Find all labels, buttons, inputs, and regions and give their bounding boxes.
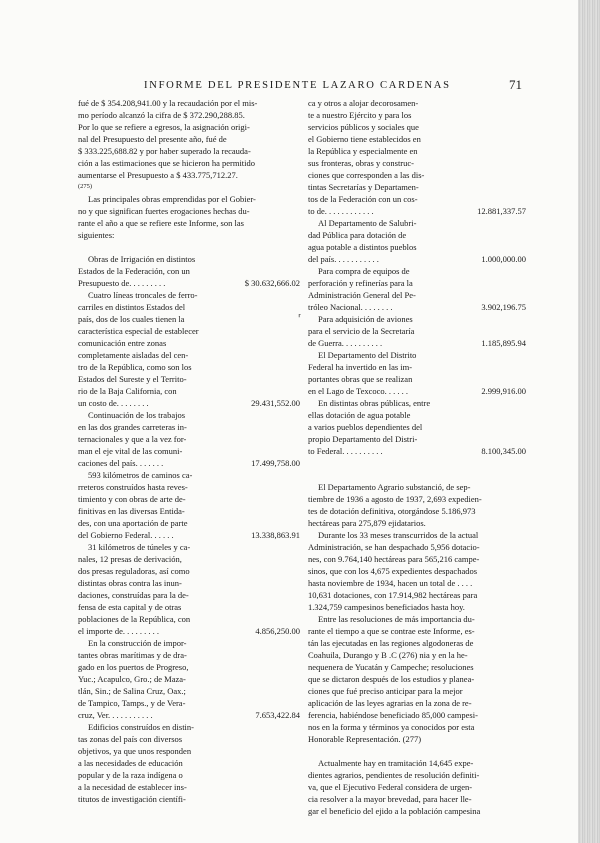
text-line: fué de $ 354.208,941.00 y la recaudación por el mis-: [78, 98, 258, 108]
text-line: aumentarse el Presupuesto a $ 433.775,712.27.: [78, 170, 238, 180]
amount-value: 8.100,345.00: [481, 446, 526, 456]
text-line: siguientes:: [78, 230, 115, 240]
text-line: [78, 241, 300, 253]
text-line: hectáreas para 275,879 ejidatarios.: [308, 518, 426, 528]
text-line: dos presas reguladoras, así como: [78, 566, 190, 576]
text-line: titutos de investigación científi-: [78, 794, 186, 804]
text-line: dientes agrarios, pendientes de resolución definiti-: [308, 770, 480, 780]
amount-value: 2.999,916.00: [481, 386, 526, 396]
text-line: 10,631 dotaciones, con 17.914,982 hectáreas para: [308, 590, 478, 600]
amount-value: 7.653,422.84: [255, 710, 300, 720]
text-line: Honorable Representación. (277): [308, 734, 422, 744]
text-line: popular y de la raza indígena o: [78, 770, 183, 780]
text-line: tán las ejecutadas en las regiones algodoneras de: [308, 638, 474, 648]
text-line: 31 kilómetros de túneles y ca-: [88, 542, 191, 552]
text-line: a las necesidades de educación: [78, 758, 183, 768]
text-line: va, que el Ejecutivo Federal considera de urgen-: [308, 782, 473, 792]
text-line: la República y especialmente en: [308, 146, 418, 156]
text-line: en las dos grandes carreteras in-: [78, 422, 187, 432]
text-line: a la necesidad de establecer ins-: [78, 782, 187, 792]
text-line: portantes obras que se realizan: [308, 374, 413, 384]
text-line: aplicación de las leyes agrarias en la zona de re-: [308, 698, 472, 708]
text-line: Cuatro líneas troncales de ferro-: [88, 290, 198, 300]
text-line: Entre las resoluciones de más importancia du-: [318, 614, 475, 624]
text-line: poblaciones de la República, con: [78, 614, 191, 624]
text-line: ca y otros a alojar decorosamen-: [308, 98, 419, 108]
text-line: cia resolver a la mayor brevedad, para hacer lle-: [308, 794, 472, 804]
text-line: ferencia, habiéndose beneficiado 85,000 campesi-: [308, 710, 478, 720]
text-line: propio Departamento del Distri-: [308, 434, 418, 444]
amount-value: 17.499,758.00: [251, 458, 300, 468]
amount-line: [78, 709, 300, 721]
amount-value: 13.338,863.91: [251, 530, 300, 540]
text-line: nales, 12 presas de derivación,: [78, 554, 182, 564]
text-line: tas zonas del país con diversos: [78, 734, 183, 744]
line-text: del Gobierno Federal. . . . . .: [78, 530, 174, 540]
text-line: gar el beneficio del ejido a la población campesina: [308, 806, 481, 816]
text-line: Administración General del Pe-: [308, 290, 416, 300]
text-line: [308, 469, 526, 481]
text-line: hasta noviembre de 1934, hacen un total de . . . .: [308, 578, 473, 588]
line-text: el importe de. . . . . . . . .: [78, 626, 159, 636]
line-text: un costo de. . . . . . . .: [78, 398, 149, 408]
amount-line: [308, 385, 526, 397]
text-line: nes, con 9.764,140 hectáreas para 565,216 campe-: [308, 554, 480, 564]
amount-line: [78, 625, 300, 637]
text-line: te a nuestro Ejército y para los: [308, 110, 412, 120]
amount-value: 4.856,250.00: [255, 626, 300, 636]
text-line: tro de la República, como son los: [78, 362, 192, 372]
text-line: timiento y con obras de arte de-: [78, 494, 186, 504]
text-line: man el eje vital de las comuni-: [78, 446, 183, 456]
text-line: dad Pública para dotación de: [308, 230, 407, 240]
text-line: tos de la Federación con un cos-: [308, 194, 418, 204]
amount-value: 29.431,552.00: [251, 398, 300, 408]
text-line: a varios pueblos dependientes del: [308, 422, 423, 432]
text-line: ellas dotación de agua potable: [308, 410, 411, 420]
text-line: rio de la Baja California, con: [78, 386, 177, 396]
text-line: 593 kilómetros de caminos ca-: [88, 470, 193, 480]
text-line: sus fronteras, obras y construc-: [308, 158, 414, 168]
amount-line: [308, 445, 526, 457]
text-line: objetivos, ya que unos responden: [78, 746, 192, 756]
text-line: para el servicio de la Secretaría: [308, 326, 415, 336]
margin-mark: ⸢: [298, 313, 302, 323]
text-line: Administración, se han despachado 5,956 dotacio-: [308, 542, 480, 552]
text-line: Estados del Sureste y el Territo-: [78, 374, 187, 384]
amount-line: [78, 457, 300, 469]
text-line: distintas obras contra las inun-: [78, 578, 182, 588]
text-line: nal del Presupuesto del presente año, fué de: [78, 134, 227, 144]
text-line: que se dictaron después de los estudios y planea-: [308, 674, 475, 684]
line-text: Presupuesto de. . . . . . . . .: [78, 278, 166, 288]
text-line: Para adquisición de aviones: [318, 314, 413, 324]
text-line: rante el tiempo a que se contrae este Informe, es-: [308, 626, 475, 636]
text-line: completamente aisladas del cen-: [78, 350, 189, 360]
text-line: característica especial de establecer: [78, 326, 199, 336]
text-line: ciones que fué preciso anticipar para la mejor: [308, 686, 463, 696]
text-line: servicios públicos y sociales que: [308, 122, 419, 132]
line-text: caciones del país. . . . . . .: [78, 458, 164, 468]
text-line: tiembre de 1936 a agosto de 1937, 2,693 expedien-: [308, 494, 482, 504]
amount-value: 3.902,196.75: [481, 302, 526, 312]
amount-line: [78, 277, 300, 289]
text-line: tintas Secretarías y Departamen-: [308, 182, 419, 192]
line-text: de Guerra. . . . . . . . . .: [308, 338, 383, 348]
text-line: no y que significan fuertes erogaciones hechas du-: [78, 206, 250, 216]
text-line: [308, 745, 526, 757]
text-line: país, dos de los cuales tienen la: [78, 314, 185, 324]
text-line: rreteros construídos hasta reves-: [78, 482, 188, 492]
amount-value: 1.185,895.94: [481, 338, 526, 348]
text-line: gado en los puertos de Progreso,: [78, 662, 189, 672]
text-line: Continuación de los trabajos: [88, 410, 186, 420]
footnote-marker: (275): [78, 183, 93, 190]
line-text: del país. . . . . . . . . . .: [308, 254, 379, 264]
text-line: daciones, construídas para la de-: [78, 590, 189, 600]
text-line: El Departamento del Distrito: [318, 350, 417, 360]
text-line: tlán, Sin.; de Salina Cruz, Oax.;: [78, 686, 186, 696]
text-line: Actualmente hay en tramitación 14,645 expe-: [318, 758, 474, 768]
text-line: ciones que corresponden a las dis-: [308, 170, 425, 180]
amount-line: [308, 253, 526, 265]
amount-line: [308, 301, 526, 313]
amount-line: [308, 337, 526, 349]
amount-line: [308, 205, 526, 217]
amount-value: 1.000,000.00: [481, 254, 526, 264]
page-number: 71: [509, 77, 522, 92]
text-line: Durante los 33 meses transcurridos de la actual: [318, 530, 479, 540]
text-line: Coahuila, Durango y B .C (276) nia y en la he-: [308, 650, 468, 660]
left-text-column: [78, 97, 300, 805]
text-line: perforación y refinerías para la: [308, 278, 413, 288]
text-line: mo período alcanzó la cifra de $ 372.290,288.85.: [78, 110, 245, 120]
line-text: to de. . . . . . . . . . . .: [308, 206, 374, 216]
line-text: en el Lago de Texcoco. . . . . .: [308, 386, 409, 396]
text-line: des, con una aportación de parte: [78, 518, 188, 528]
text-line: finitivas en las diversas Entida-: [78, 506, 185, 516]
text-line: Las principales obras emprendidas por el Gobier-: [88, 194, 256, 204]
amount-line: [78, 529, 300, 541]
text-line: Para compra de equipos de: [318, 266, 410, 276]
text-line: $ 333.225,688.82 y por haber superado la recauda-: [78, 146, 251, 156]
text-line: En distintas obras públicas, entre: [318, 398, 431, 408]
text-line: Estados de la Federación, con un: [78, 266, 190, 276]
text-line: El Departamento Agrario substanció, de sep-: [318, 482, 471, 492]
line-text: tróleo Nacional. . . . . . . .: [308, 302, 393, 312]
text-line: de Tampico, Tamps., y de Vera-: [78, 698, 186, 708]
text-line: ternacionales y que a la vez for-: [78, 434, 187, 444]
text-line: Obras de Irrigación en distintos: [88, 254, 196, 264]
text-line: tes de dotación definitiva, otorgándose 5.186,973: [308, 506, 476, 516]
text-line: carriles en distintos Estados del: [78, 302, 186, 312]
text-line: sinos, que con los 4,675 expedientes despachados: [308, 566, 478, 576]
text-line: Al Departamento de Salubri-: [318, 218, 417, 228]
text-line: ción a las estimaciones que se hicieron ha permitido: [78, 158, 256, 168]
running-header: INFORME DEL PRESIDENTE LAZARO CARDENAS: [144, 80, 451, 91]
text-line: el Gobierno tiene establecidos en: [308, 134, 421, 144]
text-line: nos en la forma y términos ya conocidos por esta: [308, 722, 475, 732]
amount-line: [78, 397, 300, 409]
text-line: Edificios construídos en distin-: [88, 722, 195, 732]
text-line: agua potable a distintos pueblos: [308, 242, 417, 252]
text-line: Federal ha invertido en las im-: [308, 362, 413, 372]
text-line: comunicación entre zonas: [78, 338, 167, 348]
page-binding-edge: [578, 0, 600, 843]
text-line: nequenera de Yucatán y Campeche; resoluciones: [308, 662, 474, 672]
amount-value: 12.881,337.57: [477, 206, 526, 216]
right-text-column: [308, 97, 526, 817]
text-line: [308, 457, 526, 469]
text-line: 1.324,759 campesinos beneficiados hasta hoy.: [308, 602, 465, 612]
amount-value: $ 30.632,666.02: [244, 278, 300, 288]
text-line: Yuc.; Acapulco, Gro.; de Maza-: [78, 674, 186, 684]
line-text: cruz, Ver. . . . . . . . . . .: [78, 710, 153, 720]
text-line: rante el año a que se refiere este Informe, son las: [78, 218, 244, 228]
text-line: Por lo que se refiere a egresos, la asignación origi-: [78, 122, 250, 132]
line-text: to Federal. . . . . . . . . .: [308, 446, 383, 456]
text-line: En la construcción de impor-: [88, 638, 187, 648]
text-line: tantes obras marítimas y de dra-: [78, 650, 187, 660]
text-line: fensa de esta capital y de otras: [78, 602, 182, 612]
